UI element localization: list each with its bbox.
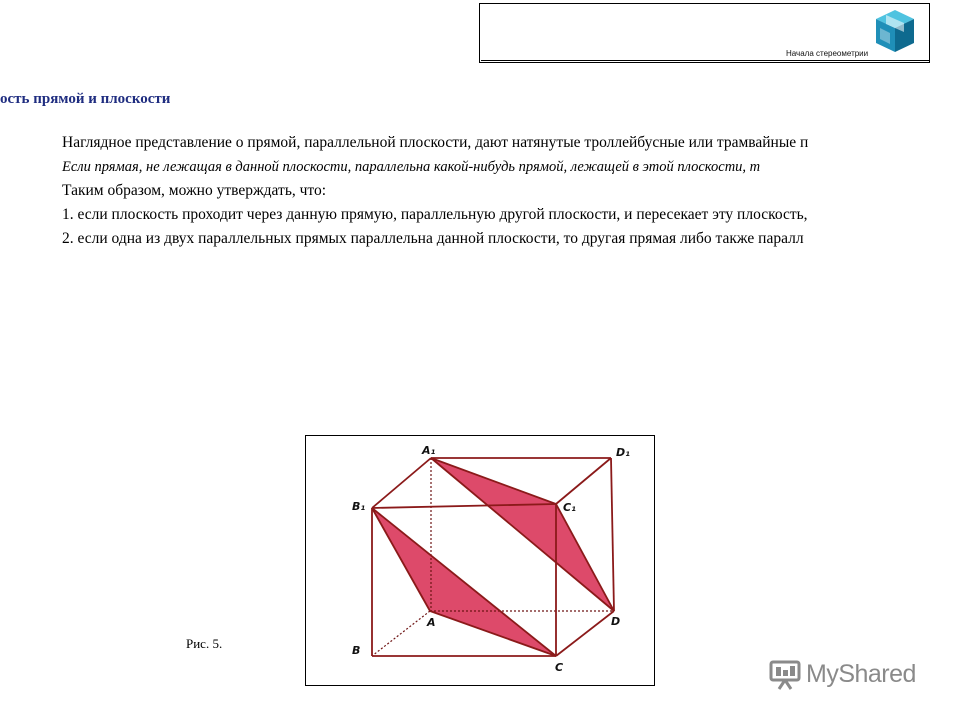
paragraph-line: Таким образом, можно утверждать, что: <box>62 182 327 199</box>
vertex-label-b1: B₁ <box>352 500 366 513</box>
vertex-label-a1: A₁ <box>422 444 436 457</box>
vertex-label-a: A <box>427 616 436 629</box>
header-divider <box>481 60 930 61</box>
figure-caption: Рис. 5. <box>186 636 223 651</box>
theorem-line: Если прямая, не лежащая в данной плоскости, параллельна какой-нибудь прямой, лежащей в этой плоскости, т <box>62 159 761 175</box>
list-item: 1. если плоскость проходит через данную прямую, параллельную другой плоскости, и пересекает эту плоскость, <box>62 206 808 223</box>
section-heading: ость прямой и плоскости <box>0 91 171 107</box>
watermark <box>768 656 916 692</box>
presentation-board-icon <box>768 657 802 691</box>
list-item: 2. если одна из двух параллельных прямых параллельна данной плоскости, то другая прямая либо также паралл <box>62 230 804 247</box>
cube-logo-icon <box>874 8 916 54</box>
vertex-label-c: C <box>555 661 564 674</box>
header-caption: Начала стереометрии <box>786 49 869 58</box>
vertex-label-d: D <box>611 615 621 628</box>
vertex-label-c1: C₁ <box>563 501 576 514</box>
watermark-text: MyShared <box>806 659 916 688</box>
cube-diagram <box>306 436 654 685</box>
figure-frame <box>305 435 655 686</box>
paragraph-line: Наглядное представление о прямой, параллельной плоскости, дают натянутые троллейбусные или трамвайные п <box>62 134 809 151</box>
body-text <box>62 131 960 251</box>
vertex-label-d1: D₁ <box>616 446 630 459</box>
vertex-label-b: B <box>352 644 361 657</box>
